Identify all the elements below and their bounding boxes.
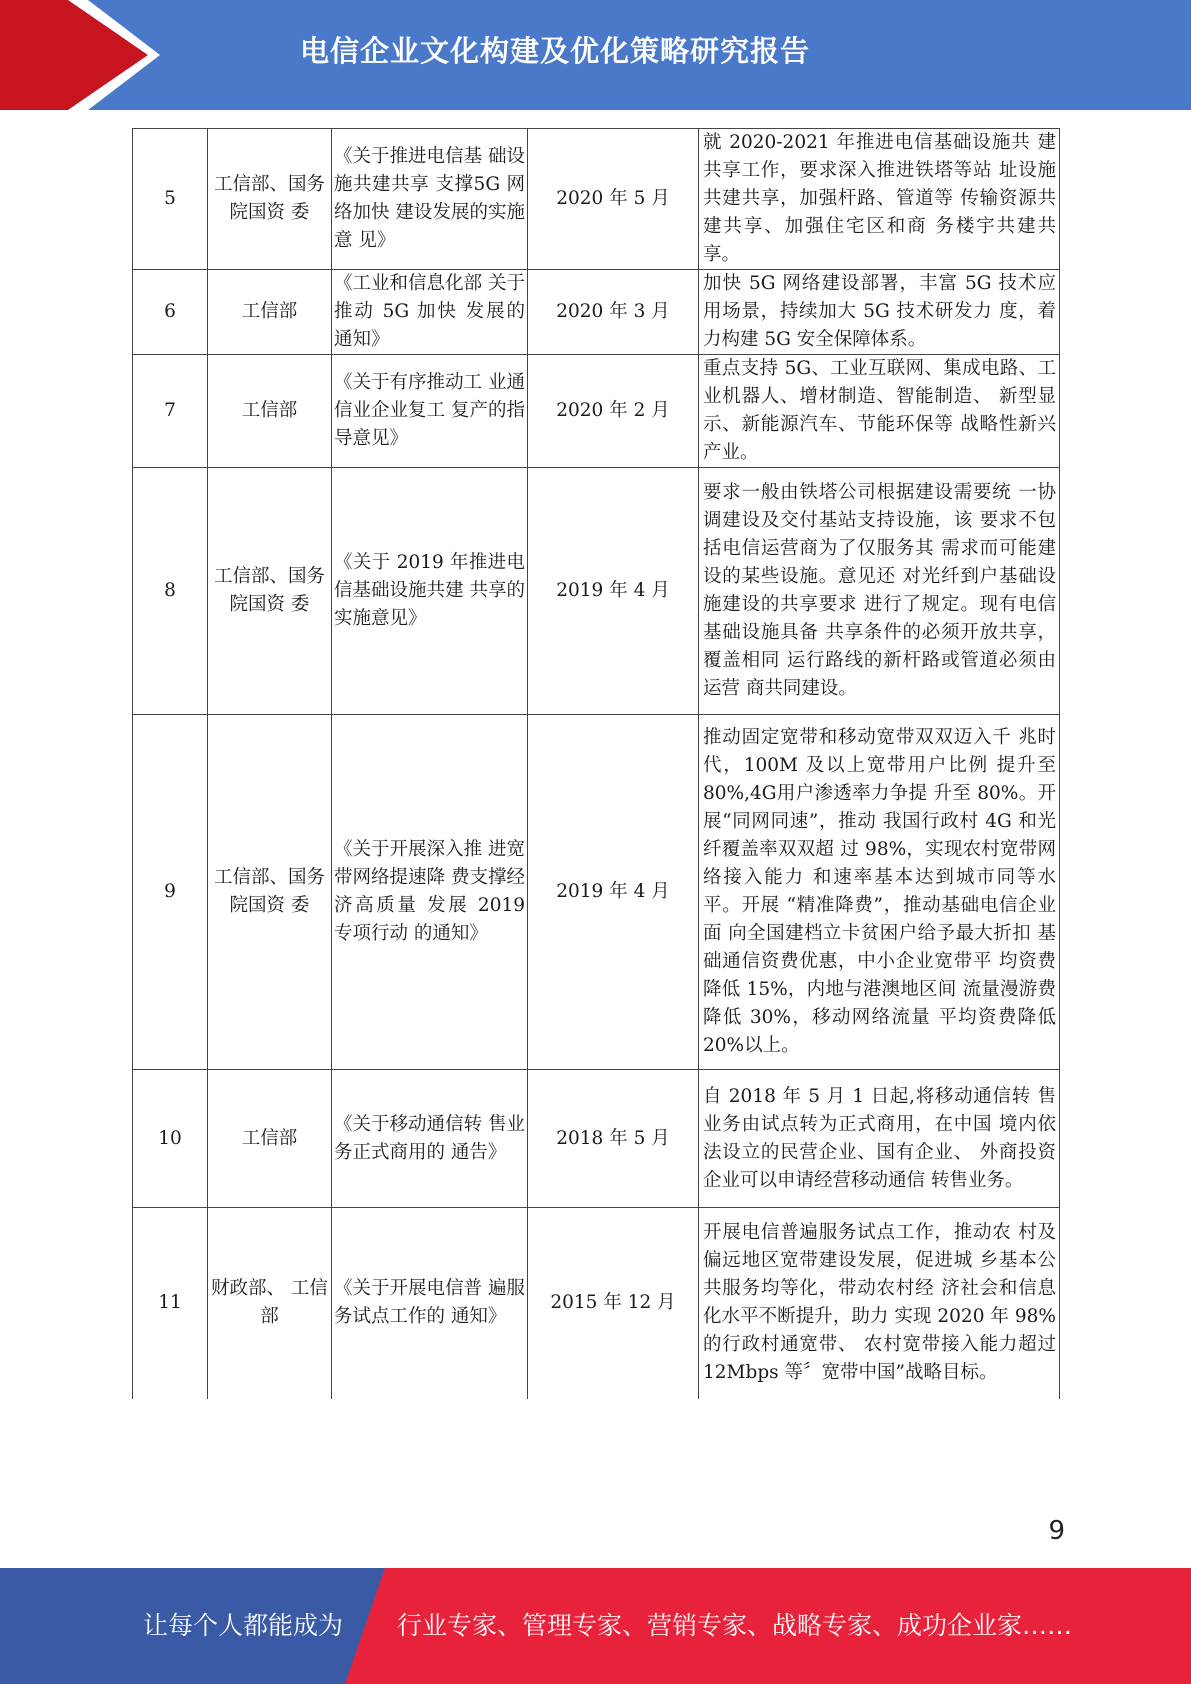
row-department: 工信部、国务院国资 委 <box>208 129 332 270</box>
row-document: 《关于推进电信基 础设施共建共享 支撑5G 网络加快 建设发展的实施意 见》 <box>332 129 528 270</box>
table-row <box>133 468 1060 715</box>
row-document: 《关于移动通信转 售业务正式商用的 通告》 <box>332 1070 528 1208</box>
header-red-arrow-shape <box>0 0 150 110</box>
row-date: 2019 年 4 月 <box>528 468 699 715</box>
row-date: 2018 年 5 月 <box>528 1070 699 1208</box>
table-row <box>133 1070 1060 1208</box>
row-date: 2020 年 2 月 <box>528 355 699 468</box>
row-description: 重点支持 5G、工业互联网、集成电路、工业机器人、增材制造、智能制造、 新型显示、新能源汽车、节能环保等 战略性新兴产业。 <box>699 355 1060 468</box>
page-number: 9 <box>1048 1516 1065 1546</box>
row-index: 6 <box>133 270 208 355</box>
row-description: 开展电信普遍服务试点工作，推动农 村及偏远地区宽带建设发展，促进城 乡基本公共服务均等化，带动农村经 济社会和信息化水平不断提升，助力 实现 2020 年 98%的行政村通宽带、 农村宽带接入能力超过 12Mbps 等〞宽带中国”战略目标。 <box>699 1208 1060 1399</box>
policy-table <box>132 128 1060 1399</box>
row-index: 7 <box>133 355 208 468</box>
row-date: 2015 年 12 月 <box>528 1208 699 1399</box>
row-document: 《关于开展深入推 进宽带网络提速降 费支撑经济高质量 发展 2019 专项行动 的通知》 <box>332 715 528 1070</box>
row-index: 9 <box>133 715 208 1070</box>
header-title: 电信企业文化构建及优化策略研究报告 <box>300 34 811 68</box>
row-description: 就 2020-2021 年推进电信基础设施共 建共享工作，要求深入推进铁塔等站 址设施共建共享，加强杆路、管道等 传输资源共建共享、加强住宅区和商 务楼宇共建共享。 <box>699 129 1060 270</box>
footer-slogan-left: 让每个人都能成为 <box>143 1611 344 1640</box>
row-department: 财政部、 工信部 <box>208 1208 332 1399</box>
row-department: 工信部、国务院国资 委 <box>208 715 332 1070</box>
page-header <box>0 0 1191 110</box>
table-row <box>133 715 1060 1070</box>
table-row <box>133 129 1060 270</box>
row-description: 要求一般由铁塔公司根据建设需要统 一协调建设及交付基站支持设施，该 要求不包括电信运营商为了仅服务其 需求而可能建设的某些设施。意见还 对光纤到户基础设施建设的共享要求 进行了规定。现有电信基础设施具备 共享条件的必须开放共享，覆盖相同 运行路线的新杆路或管道必须由运营 商共同建设。 <box>699 468 1060 715</box>
row-document: 《关于开展电信普 遍服务试点工作的 通知》 <box>332 1208 528 1399</box>
footer-slogan-right: 行业专家、管理专家、营销专家、战略专家、成功企业家…… <box>397 1611 1073 1640</box>
row-index: 11 <box>133 1208 208 1399</box>
row-description: 推动固定宽带和移动宽带双双迈入千 兆时代，100M 及以上宽带用户比例 提升至80%,4G用户渗透率力争提 升至 80%。开展“同网同速”，推动 我国行政村 4G 和光纤覆盖率双双超 过 98%，实现农村宽带网络接入能力 和速率基本达到城市同等水平。开展 “精准降费”，推动基础电信企业面 向全国建档立卡贫困户给予最大折扣 基础通信资费优惠，中小企业宽带平 均资费降低 15%，内地与港澳地区间 流量漫游费降低 30%，移动网络流量 平均资费降低 20%以上。 <box>699 715 1060 1070</box>
page-footer <box>0 1568 1191 1684</box>
row-index: 8 <box>133 468 208 715</box>
row-department: 工信部 <box>208 270 332 355</box>
row-document: 《关于有序推动工 业通信业企业复工 复产的指导意见》 <box>332 355 528 468</box>
row-department: 工信部 <box>208 1070 332 1208</box>
row-date: 2020 年 3 月 <box>528 270 699 355</box>
row-document: 《工业和信息化部 关于推动 5G 加快 发展的通知》 <box>332 270 528 355</box>
table-row <box>133 270 1060 355</box>
table-row <box>133 355 1060 468</box>
row-document: 《关于 2019 年推进电信基础设施共建 共享的实施意见》 <box>332 468 528 715</box>
row-date: 2019 年 4 月 <box>528 715 699 1070</box>
row-date: 2020 年 5 月 <box>528 129 699 270</box>
row-index: 5 <box>133 129 208 270</box>
row-description: 自 2018 年 5 月 1 日起,将移动通信转 售业务由试点转为正式商用，在中国 境内依法设立的民营企业、国有企业、 外商投资企业可以申请经营移动通信 转售业务。 <box>699 1070 1060 1208</box>
row-description: 加快 5G 网络建设部署，丰富 5G 技术应用场景，持续加大 5G 技术研发力 度，着力构建 5G 安全保障体系。 <box>699 270 1060 355</box>
row-department: 工信部、国务院国资 委 <box>208 468 332 715</box>
row-index: 10 <box>133 1070 208 1208</box>
row-department: 工信部 <box>208 355 332 468</box>
table-row <box>133 1208 1060 1399</box>
